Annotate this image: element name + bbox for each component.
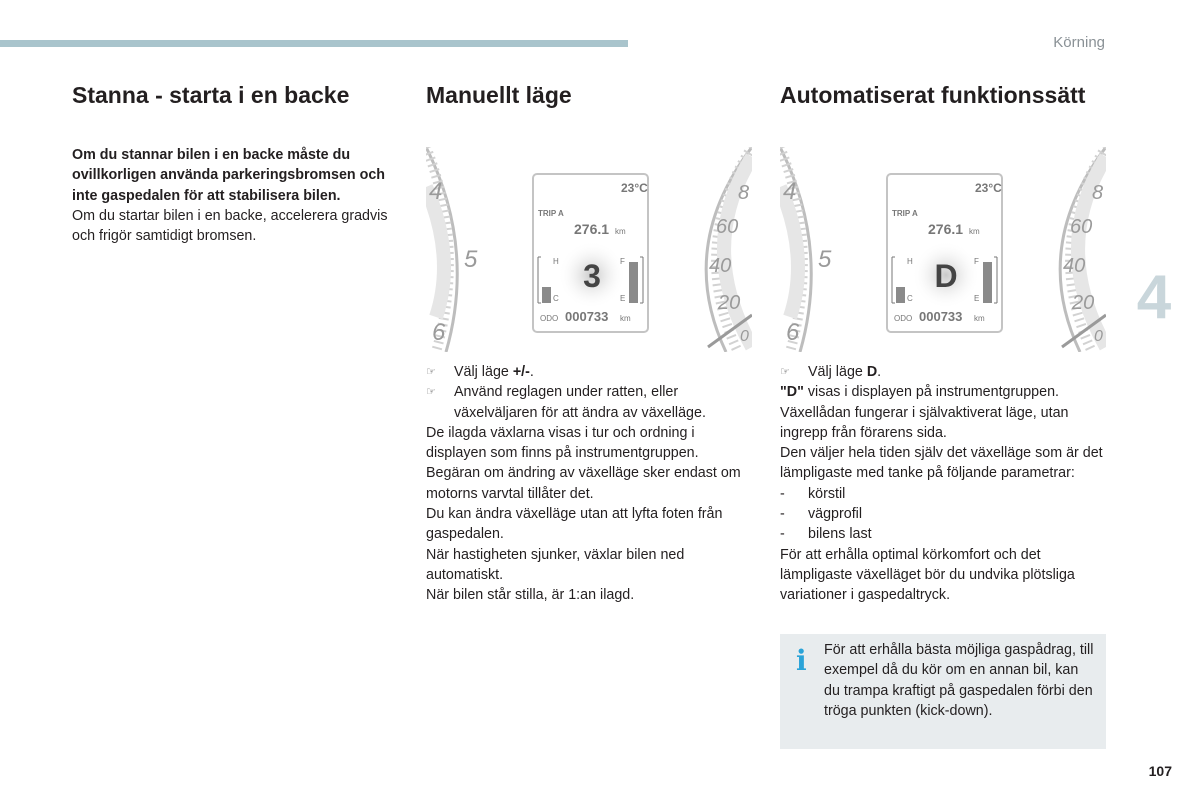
speed-number: 60	[716, 216, 739, 238]
trip-unit: km	[969, 227, 980, 236]
paragraph: När hastigheten sjunker, växlar bilen ned automatiskt.	[426, 546, 685, 583]
gear-indicator: D	[934, 258, 958, 294]
hill-start-text: Om du startar bilen i en backe, accelerera gradvis och frigör samtidigt bromsen.	[72, 207, 388, 245]
temp-high-label: H	[553, 257, 559, 266]
list-item: ☞ Använd reglagen under ratten, eller växelväljaren för att ändra av växelläge.	[426, 382, 756, 423]
speed-number: 40	[709, 255, 732, 277]
speed-number: 20	[1072, 292, 1095, 314]
heading-hill-start: Stanna - starta i en backe	[72, 82, 350, 108]
trip-value: 276.1	[574, 221, 610, 237]
column-automatic-mode	[780, 80, 1110, 110]
trip-label: TRIP A	[538, 209, 564, 218]
paragraph: De ilagda växlarna visas i tur och ordning i displayen som finns på instrumentgruppen.	[426, 424, 699, 462]
odo-unit: km	[974, 314, 985, 323]
manual-mode-text	[426, 362, 756, 606]
paragraph: För att erhålla optimal körkomfort och det lämpligaste växelläget bör du undvika plötsliga variationer i gaspedaltryck.	[780, 546, 1075, 604]
fuel-full-label: F	[974, 257, 979, 266]
paragraph: Växellådan fungerar i självaktiverat läge, utan ingrepp från förarens sida.	[780, 404, 1069, 441]
instrument-cluster-illustration	[426, 147, 752, 352]
temperature-readout: 23°C	[621, 181, 648, 195]
column-hill-start	[72, 80, 402, 246]
paragraph: Begäran om ändring av växelläge sker endast om motorns varvtal tillåter det.	[426, 465, 741, 502]
odo-label: ODO	[540, 314, 559, 323]
speed-number: 8	[738, 182, 750, 204]
list-item: - körstil	[780, 485, 846, 502]
odo-unit: km	[620, 314, 631, 323]
speed-number: 60	[1070, 216, 1093, 238]
list-item: ☞ Välj läge D.	[780, 362, 1110, 382]
list-item: - vägprofil	[780, 506, 863, 523]
hill-start-warning: Om du stannar bilen i en backe måste du ovillkorligen använda parkeringsbromsen och inte gaspedalen för att stabilisera bilen.	[72, 147, 386, 204]
tach-number: 5	[818, 246, 832, 273]
tach-number: 4	[783, 178, 797, 205]
top-accent-bar	[0, 40, 628, 47]
tach-number: 6	[786, 319, 800, 346]
fuel-full-label: F	[620, 257, 625, 266]
pointing-hand-icon: ☞	[426, 386, 436, 399]
trip-unit: km	[615, 227, 626, 236]
odo-value: 000733	[919, 309, 963, 324]
speed-number: 0	[740, 328, 749, 345]
temp-low-label: C	[907, 294, 913, 303]
info-text: För att erhålla bästa möjliga gaspådrag, till exempel då du kör om en annan bil, kan du trampa kraftigt på gaspedalen förbi den tröga punkten (kick-down).	[824, 642, 1094, 719]
fuel-empty-label: E	[974, 294, 980, 303]
heading-automatic-mode: Automatiserat funktionssätt	[780, 82, 1086, 108]
tach-number: 4	[429, 178, 443, 205]
odo-value: 000733	[565, 309, 609, 324]
section-header: Körning	[1053, 34, 1105, 51]
paragraph: Du kan ändra växelläge utan att lyfta foten från gaspedalen.	[426, 506, 723, 543]
speed-number: 20	[718, 292, 741, 314]
trip-label: TRIP A	[892, 209, 918, 218]
column-manual-mode	[426, 80, 756, 110]
instrument-cluster-manual	[426, 147, 752, 352]
chapter-number: 4	[1136, 263, 1172, 332]
page-number: 107	[1148, 763, 1172, 779]
speed-number: 0	[1094, 328, 1103, 345]
fuel-empty-label: E	[620, 294, 626, 303]
pointing-hand-icon: ☞	[426, 366, 436, 378]
paragraph: "D" visas i displayen på instrumentgruppen.	[780, 384, 1059, 401]
info-icon: i	[796, 644, 807, 677]
temperature-readout: 23°C	[975, 181, 1002, 195]
heading-manual-mode: Manuellt läge	[426, 82, 572, 108]
list-item: - bilens last	[780, 526, 872, 543]
gear-indicator: 3	[583, 258, 601, 294]
tach-number: 6	[432, 319, 446, 346]
odo-label: ODO	[894, 314, 913, 323]
instrument-cluster-automatic	[780, 147, 1106, 352]
info-box	[780, 634, 1106, 749]
pointing-hand-icon: ☞	[780, 366, 790, 378]
speed-number: 8	[1092, 182, 1104, 204]
list-item: ☞ Välj läge +/-.	[426, 362, 756, 382]
tach-number: 5	[464, 246, 478, 273]
trip-value: 276.1	[928, 221, 964, 237]
paragraph: Den väljer hela tiden själv det växelläge som är det lämpligaste med tanke på följande parametrar:	[780, 445, 1103, 482]
automatic-mode-text	[780, 362, 1110, 606]
speed-number: 40	[1063, 255, 1086, 277]
paragraph: När bilen står stilla, är 1:an ilagd.	[426, 587, 635, 604]
instrument-cluster-illustration	[780, 147, 1106, 352]
temp-high-label: H	[907, 257, 913, 266]
temp-low-label: C	[553, 294, 559, 303]
